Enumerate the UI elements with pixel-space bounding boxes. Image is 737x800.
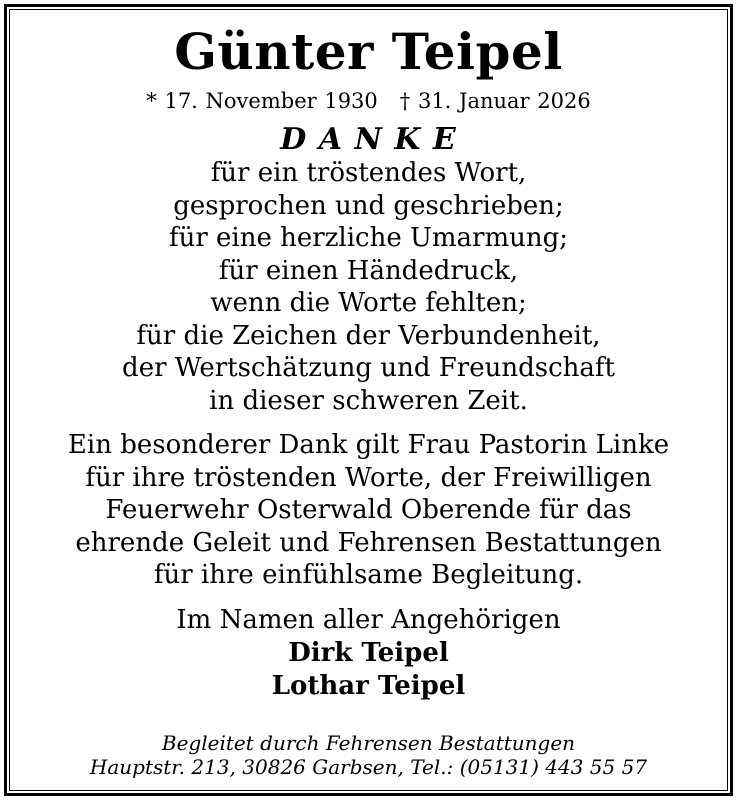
paragraph-line: für ihre tröstenden Worte, der Freiwilligen: [85, 462, 652, 493]
verse-line: wenn die Worte fehlten;: [210, 288, 527, 318]
verse-line: in dieser schweren Zeit.: [209, 385, 528, 416]
death-date: † 31. Januar 2026: [399, 89, 591, 113]
signature-intro: Im Namen aller Angehörigen: [176, 604, 561, 635]
deceased-name: Günter Teipel: [174, 22, 563, 81]
verse-line: gesprochen und geschrieben;: [173, 190, 564, 221]
footer-line: Hauptstr. 213, 30826 Garbsen, Tel.: (05131) 443 55 57: [89, 754, 648, 779]
birth-date: * 17. November 1930: [146, 89, 378, 113]
verse-line: für die Zeichen der Verbundenheit,: [136, 320, 601, 351]
verse-line: für ein tröstendes Wort,: [210, 158, 527, 188]
signer-name: Dirk Teipel: [288, 637, 449, 668]
obituary-notice: [10, 10, 727, 779]
special-thanks-paragraph: [10, 429, 727, 592]
funeral-home-footer: [10, 731, 727, 779]
footer-line: Begleitet durch Fehrensen Bestattungen: [161, 730, 576, 755]
verse-line: für einen Händedruck,: [218, 255, 519, 286]
verse-line: der Wertschätzung und Freundschaft: [122, 353, 615, 383]
paragraph-line: Feuerwehr Osterwald Oberende für das: [105, 495, 632, 525]
thanks-verse: [10, 157, 727, 417]
verse-line: für eine herzliche Umarmung;: [168, 223, 569, 253]
paragraph-line: ehrende Geleit und Fehrensen Bestattungen: [75, 527, 662, 558]
thanks-heading: D A N K E: [280, 122, 457, 157]
signer-name: Lothar Teipel: [271, 670, 466, 701]
life-dates: [10, 88, 727, 114]
paragraph-line: Ein besonderer Dank gilt Frau Pastorin Linke: [67, 430, 670, 460]
paragraph-line: für ihre einfühlsame Begleitung.: [153, 560, 584, 590]
